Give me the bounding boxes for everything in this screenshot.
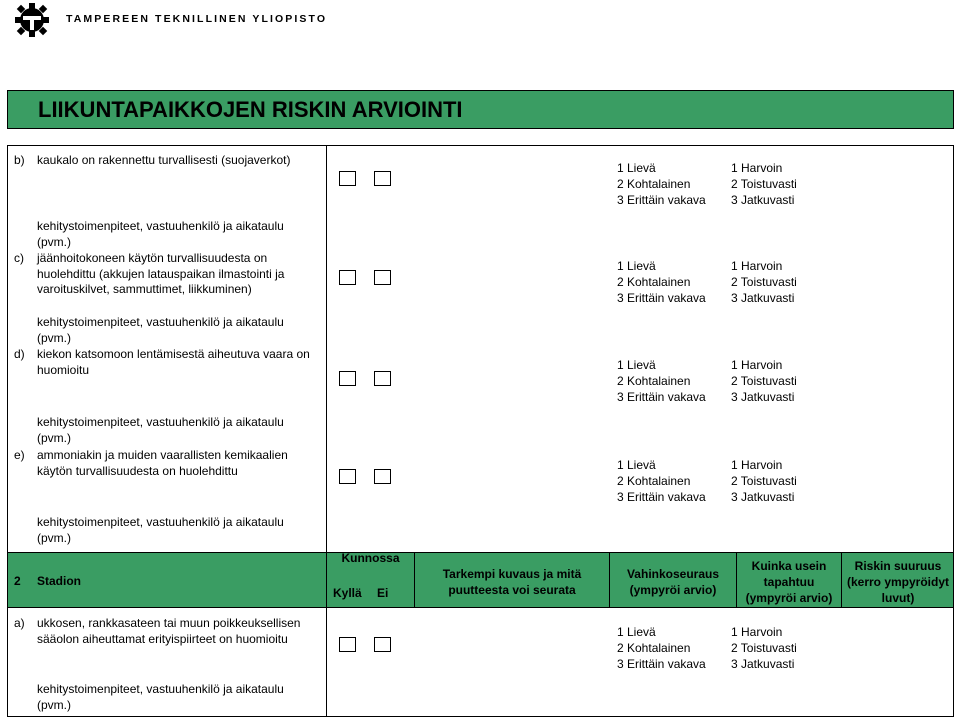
severity-option-1[interactable]: 1 Lievä bbox=[617, 161, 656, 175]
severity-option-1[interactable]: 1 Lievä bbox=[617, 358, 656, 372]
usein-header-line3: (ympyröi arvio) bbox=[745, 591, 833, 605]
item-text: kaukalo on rakennettu turvallisesti (suojaverkot) bbox=[37, 153, 291, 167]
no-checkbox[interactable] bbox=[374, 371, 391, 386]
item-letter: c) bbox=[14, 251, 24, 265]
frequency-option-2[interactable]: 2 Toistuvasti bbox=[731, 275, 797, 289]
yes-checkbox[interactable] bbox=[339, 270, 356, 285]
followup-label-date: (pvm.) bbox=[37, 531, 71, 545]
no-checkbox[interactable] bbox=[374, 637, 391, 652]
section-name: Stadion bbox=[37, 574, 81, 588]
kunnossa-header: Kunnossa bbox=[341, 551, 400, 565]
vahinko-header-line1: Vahinkoseuraus bbox=[626, 567, 720, 581]
item-letter: a) bbox=[14, 616, 25, 630]
frequency-option-1[interactable]: 1 Harvoin bbox=[731, 458, 783, 472]
followup-label-date: (pvm.) bbox=[37, 235, 71, 249]
frequency-option-3[interactable]: 3 Jatkuvasti bbox=[731, 291, 795, 305]
severity-option-3[interactable]: 3 Erittäin vakava bbox=[617, 291, 706, 305]
item-text: ukkosen, rankkasateen tai muun poikkeuksellisen sääolon aiheuttamat erityispiirteet on huomioitu bbox=[37, 616, 301, 646]
riski-header-line2: (kerro ympyröidyt bbox=[846, 575, 950, 589]
ei-header: Ei bbox=[377, 586, 389, 600]
frequency-option-3[interactable]: 3 Jatkuvasti bbox=[731, 390, 795, 404]
page-title: LIIKUNTAPAIKKOJEN RISKIN ARVIOINTI bbox=[38, 97, 463, 122]
item-text: kiekon katsomoon lentämisestä aiheutuva vaara on huomioitu bbox=[37, 347, 310, 377]
followup-label-date: (pvm.) bbox=[37, 698, 71, 712]
frequency-option-1[interactable]: 1 Harvoin bbox=[731, 259, 783, 273]
usein-header-line2: tapahtuu bbox=[763, 575, 815, 589]
severity-option-3[interactable]: 3 Erittäin vakava bbox=[617, 657, 706, 671]
frequency-option-1[interactable]: 1 Harvoin bbox=[731, 358, 783, 372]
severity-option-3[interactable]: 3 Erittäin vakava bbox=[617, 193, 706, 207]
riski-header-line3: luvut) bbox=[881, 591, 915, 605]
section-number: 2 bbox=[14, 574, 21, 588]
item-letter: d) bbox=[14, 347, 25, 361]
item-text: jäänhoitokoneen käytön turvallisuudesta on huolehdittu (akkujen latauspaikan ilmastointi ja varoituskilvet, sammuttimet, liikkuminen) bbox=[37, 251, 285, 297]
followup-label-date: (pvm.) bbox=[37, 431, 71, 445]
item-letter: e) bbox=[14, 448, 25, 462]
followup-label-date: (pvm.) bbox=[37, 331, 71, 345]
followup-label: kehitystoimenpiteet, vastuuhenkilö ja aikataulu bbox=[37, 315, 284, 329]
no-checkbox[interactable] bbox=[374, 270, 391, 285]
severity-option-2[interactable]: 2 Kohtalainen bbox=[617, 374, 691, 388]
severity-option-3[interactable]: 3 Erittäin vakava bbox=[617, 490, 706, 504]
frequency-option-2[interactable]: 2 Toistuvasti bbox=[731, 177, 797, 191]
item-letter: b) bbox=[14, 153, 25, 167]
no-checkbox[interactable] bbox=[374, 171, 391, 186]
severity-option-1[interactable]: 1 Lievä bbox=[617, 458, 656, 472]
vahinko-header-line2: (ympyröi arvio) bbox=[629, 583, 717, 597]
yes-checkbox[interactable] bbox=[339, 371, 356, 386]
severity-option-2[interactable]: 2 Kohtalainen bbox=[617, 177, 691, 191]
frequency-option-2[interactable]: 2 Toistuvasti bbox=[731, 474, 797, 488]
yes-checkbox[interactable] bbox=[339, 469, 356, 484]
kuvaus-header-line1: Tarkempi kuvaus ja mitä bbox=[442, 567, 582, 581]
frequency-option-2[interactable]: 2 Toistuvasti bbox=[731, 374, 797, 388]
frequency-option-3[interactable]: 3 Jatkuvasti bbox=[731, 657, 795, 671]
severity-option-2[interactable]: 2 Kohtalainen bbox=[617, 275, 691, 289]
severity-option-2[interactable]: 2 Kohtalainen bbox=[617, 474, 691, 488]
frequency-option-3[interactable]: 3 Jatkuvasti bbox=[731, 490, 795, 504]
yes-checkbox[interactable] bbox=[339, 171, 356, 186]
no-checkbox[interactable] bbox=[374, 469, 391, 484]
kylla-header: Kyllä bbox=[333, 586, 362, 600]
severity-option-2[interactable]: 2 Kohtalainen bbox=[617, 641, 691, 655]
severity-option-1[interactable]: 1 Lievä bbox=[617, 625, 656, 639]
followup-label: kehitystoimenpiteet, vastuuhenkilö ja aikataulu bbox=[37, 415, 284, 429]
severity-option-1[interactable]: 1 Lievä bbox=[617, 259, 656, 273]
org-name: TAMPEREEN TEKNILLINEN YLIOPISTO bbox=[66, 13, 328, 25]
frequency-option-3[interactable]: 3 Jatkuvasti bbox=[731, 193, 795, 207]
frequency-option-1[interactable]: 1 Harvoin bbox=[731, 625, 783, 639]
followup-label: kehitystoimenpiteet, vastuuhenkilö ja aikataulu bbox=[37, 515, 284, 529]
riski-header-line1: Riskin suuruus bbox=[854, 559, 942, 573]
followup-label: kehitystoimenpiteet, vastuuhenkilö ja aikataulu bbox=[37, 682, 284, 696]
frequency-option-2[interactable]: 2 Toistuvasti bbox=[731, 641, 797, 655]
frequency-option-1[interactable]: 1 Harvoin bbox=[731, 161, 783, 175]
item-text: ammoniakin ja muiden vaarallisten kemikaalien käytön turvallisuudesta on huolehdittu bbox=[37, 448, 288, 478]
usein-header-line1: Kuinka usein bbox=[751, 559, 827, 573]
severity-option-3[interactable]: 3 Erittäin vakava bbox=[617, 390, 706, 404]
kuvaus-header-line2: puutteesta voi seurata bbox=[448, 583, 576, 597]
followup-label: kehitystoimenpiteet, vastuuhenkilö ja aikataulu bbox=[37, 219, 284, 233]
yes-checkbox[interactable] bbox=[339, 637, 356, 652]
university-gear-logo-icon bbox=[12, 2, 52, 38]
